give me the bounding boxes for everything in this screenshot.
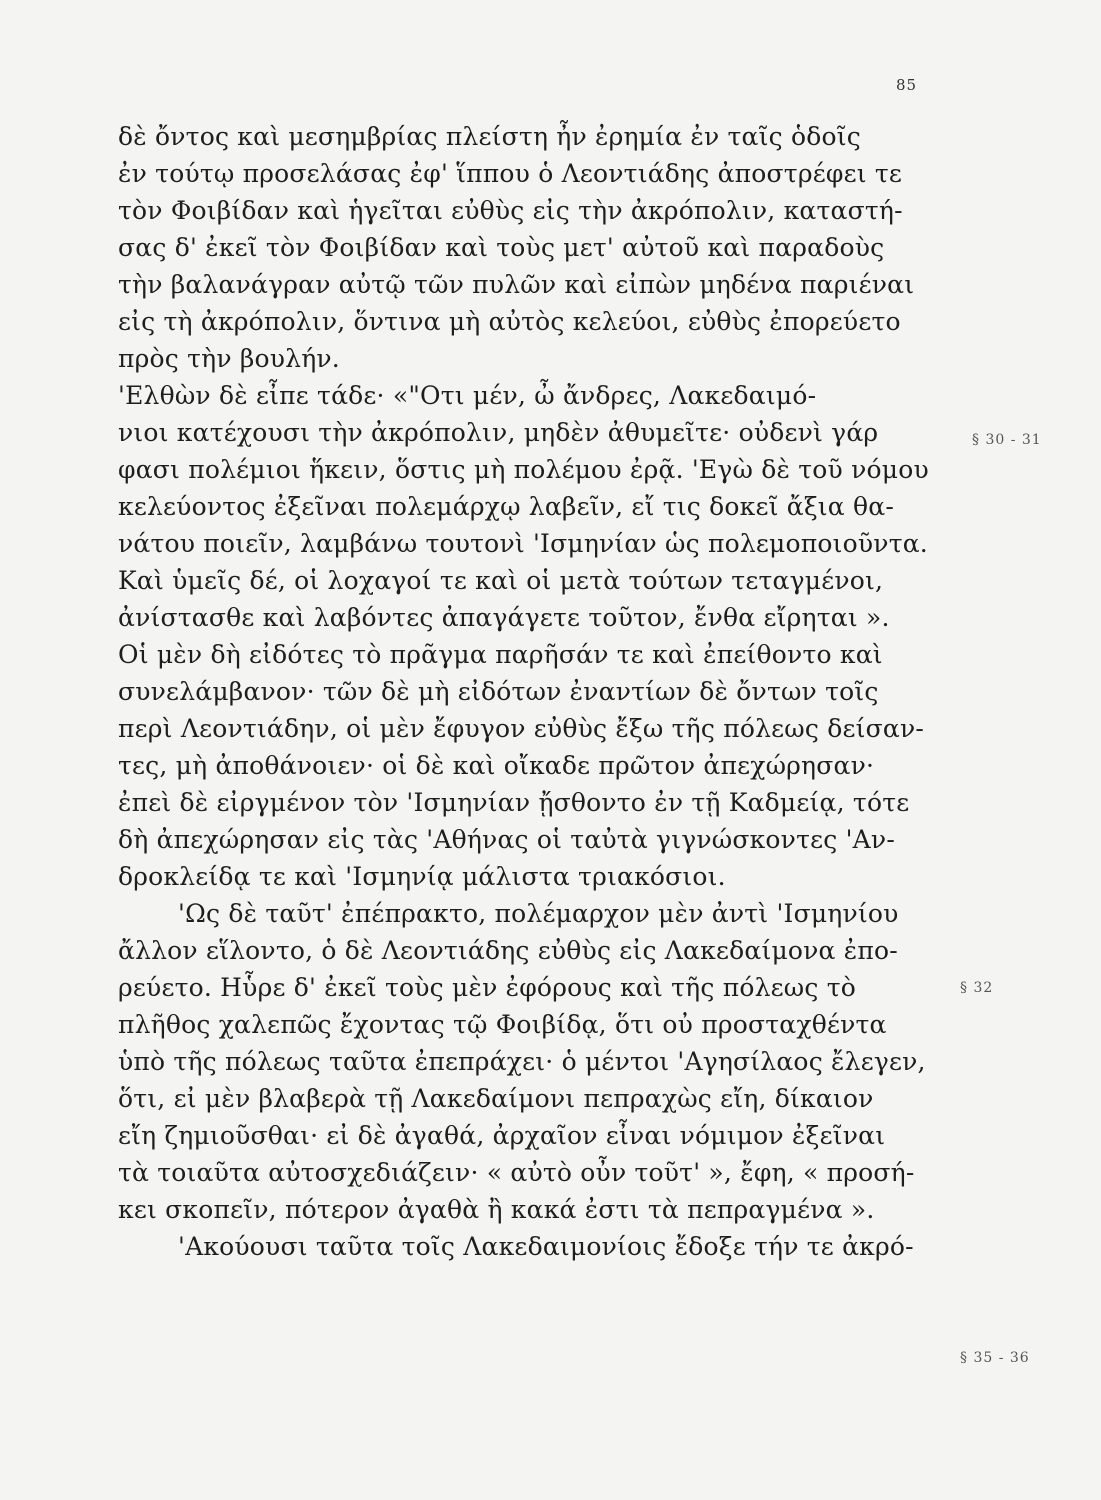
marginal-note: § 30 - 31: [972, 432, 1042, 448]
body-text: [118, 118, 948, 1265]
text-line: δὴ ἀπεχώρησαν εἰς τὰς 'Αθήνας οἱ ταὐτὰ γιγνώσκοντες 'Αν-: [118, 825, 895, 854]
text-line: τὰ τοιαῦτα αὐτοσχεδιάζειν· « αὐτὸ οὖν τοῦτ' », ἔφη, « προσή-: [118, 1158, 915, 1187]
text-line: 'Ελθὼν δὲ εἶπε τάδε· «"Οτι μέν, ὦ ἄνδρες, Λακεδαιμό-: [118, 381, 817, 410]
text-line: συνελάμβανον· τῶν δὲ μὴ εἰδότων ἐναντίων δὲ ὄντων τοῖς: [118, 677, 879, 706]
marginal-note: § 35 - 36: [960, 1350, 1030, 1366]
text-line: ἄλλον εἵλοντο, ὁ δὲ Λεοντιάδης εὐθὺς εἰς Λακεδαίμονα ἐπο-: [118, 936, 898, 965]
text-line: Οἱ μὲν δὴ εἰδότες τὸ πρᾶγμα παρῆσάν τε καὶ ἐπείθοντο καὶ: [118, 640, 883, 669]
text-line: κελεύοντος ἐξεῖναι πολεμάρχῳ λαβεῖν, εἴ τις δοκεῖ ἄξια θα-: [118, 492, 895, 521]
text-line: σας δ' ἐκεῖ τὸν Φοιβίδαν καὶ τοὺς μετ' αὐτοῦ καὶ παραδοὺς: [118, 233, 885, 262]
text-line: ὑπὸ τῆς πόλεως ταῦτα ἐπεπράχει· ὁ μέντοι 'Αγησίλαος ἔλεγεν,: [118, 1047, 926, 1076]
text-line: δροκλείδᾳ τε καὶ 'Ισμηνίᾳ μάλιστα τριακόσιοι.: [118, 862, 726, 891]
marginal-note: § 32: [960, 980, 994, 996]
text-line: φασι πολέμιοι ἥκειν, ὅστις μὴ πολέμου ἐρᾷ. 'Εγὼ δὲ τοῦ νόμου: [118, 455, 929, 484]
text-line: ρεύετο. Ηὗρε δ' ἐκεῖ τοὺς μὲν ἐφόρους καὶ τῆς πόλεως τὸ: [118, 973, 856, 1002]
page-number: 85: [896, 76, 918, 94]
text-line: 'Ως δὲ ταῦτ' ἐπέπρακτο, πολέμαρχον μὲν ἀντὶ 'Ισμηνίου: [178, 899, 899, 928]
text-line: εἰς τὴ ἀκρόπολιν, ὅντινα μὴ αὐτὸς κελεύοι, εὐθὺς ἐπορεύετο: [118, 307, 901, 336]
text-line: τὴν βαλανάγραν αὐτῷ τῶν πυλῶν καὶ εἰπὼν μηδένα παριέναι: [118, 270, 915, 299]
text-line: δὲ ὄντος καὶ μεσημβρίας πλείστη ἦν ἐρημία ἐν ταῖς ὁδοῖς: [118, 122, 861, 151]
text-line: πλῆθος χαλεπῶς ἔχοντας τῷ Φοιβίδᾳ, ὅτι οὐ προσταχθέντα: [118, 1010, 887, 1039]
text-line: ἀνίστασθε καὶ λαβόντες ἀπαγάγετε τοῦτον, ἔνθα εἴρηται ».: [118, 603, 890, 632]
text-line: εἴη ζημιοῦσθαι· εἰ δὲ ἀγαθά, ἀρχαῖον εἶναι νόμιμον ἐξεῖναι: [118, 1121, 886, 1150]
text-line: ἐν τούτῳ προσελάσας ἐφ' ἵππου ὁ Λεοντιάδης ἀποστρέφει τε: [118, 159, 903, 188]
text-line: κει σκοπεῖν, πότερον ἀγαθὰ ἢ κακά ἐστι τὰ πεπραγμένα ».: [118, 1195, 875, 1224]
text-line: τες, μὴ ἀποθάνοιεν· οἱ δὲ καὶ οἴκαδε πρῶτον ἀπεχώρησαν·: [118, 751, 875, 780]
text-line: 'Ακούουσι ταῦτα τοῖς Λακεδαιμονίοις ἔδοξε τήν τε ἀκρό-: [178, 1232, 914, 1261]
text-line: ὅτι, εἰ μὲν βλαβερὰ τῇ Λακεδαίμονι πεπραχὼς εἴη, δίκαιον: [118, 1084, 874, 1113]
text-line: περὶ Λεοντιάδην, οἱ μὲν ἔφυγον εὐθὺς ἔξω τῆς πόλεως δείσαν-: [118, 714, 925, 743]
text-line: Καὶ ὑμεῖς δέ, οἱ λοχαγοί τε καὶ οἱ μετὰ τούτων τεταγμένοι,: [118, 566, 884, 595]
text-line: πρὸς τὴν βουλήν.: [118, 344, 340, 373]
text-line: νάτου ποιεῖν, λαμβάνω τουτονὶ 'Ισμηνίαν ὡς πολεμοποιοῦντα.: [118, 529, 928, 558]
text-line: τὸν Φοιβίδαν καὶ ἡγεῖται εὐθὺς εἰς τὴν ἀκρόπολιν, καταστή-: [118, 196, 903, 225]
text-line: νιοι κατέχουσι τὴν ἀκρόπολιν, μηδὲν ἀθυμεῖτε· οὐδενὶ γάρ: [118, 418, 879, 447]
text-line: ἐπεὶ δὲ εἰργμένον τὸν 'Ισμηνίαν ᾔσθοντο ἐν τῇ Καδμείᾳ, τότε: [118, 788, 910, 817]
